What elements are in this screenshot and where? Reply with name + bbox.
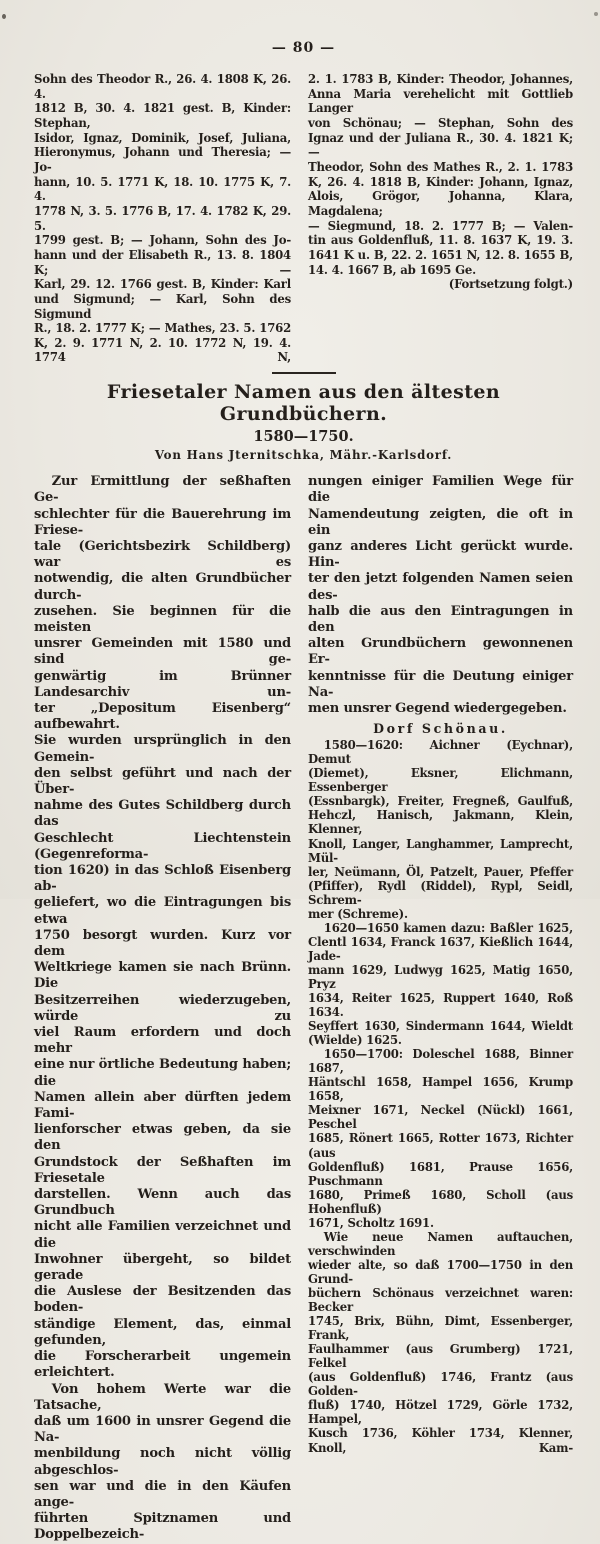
text-line: 14. 4. 1667 B, ab 1695 Ge. bbox=[308, 262, 476, 277]
text-line: geliefert, wo die Eintragungen bis etwa bbox=[34, 895, 291, 927]
text-line: Geschlecht Liechtenstein (Gegenreforma- bbox=[34, 830, 291, 862]
text-line: Namen allein aber dürften jedem Fami- bbox=[34, 1089, 291, 1122]
text-line: Häntschl 1658, Hampel 1656, Krump 1658, bbox=[308, 1075, 573, 1104]
text-line: Karl, 29. 12. 1766 gest. B, Kinder: Karl bbox=[34, 277, 291, 292]
text-line: ganz anderes Licht gerückt wurde. Hin- bbox=[308, 538, 573, 571]
continued-entry-left-column bbox=[34, 72, 291, 365]
text-line: (Essnbargk), Freiter, Fregneß, Gaulfuß, bbox=[308, 794, 573, 809]
text-line: fluß) 1740, Hötzel 1729, Görle 1732, Hampel, bbox=[308, 1398, 573, 1427]
text-line: ter „Depositum Eisenberg“ aufbewahrt. bbox=[34, 700, 291, 733]
text-line: Clentl 1634, Franck 1637, Kießlich 1644, Jade- bbox=[308, 934, 573, 963]
text-line: K, 26. 4. 1818 B, Kinder: Johann, Ignaz, bbox=[308, 174, 573, 189]
text-line: 1745, Brix, Bühn, Dimt, Essenberger, Frank, bbox=[308, 1314, 573, 1343]
text-line: Dorf Schönau. bbox=[373, 721, 508, 737]
text-line: mann 1629, Ludwyg 1625, Matig 1650, Pryz bbox=[308, 962, 573, 991]
text-line: (Diemet), Eksner, Elichmann, Essenberger bbox=[308, 766, 573, 795]
article-byline: Von Hans Jternitschka, Mähr.-Karlsdorf. bbox=[154, 448, 453, 463]
text-line: 1750 besorgt wurden. Kurz vor dem bbox=[34, 927, 291, 960]
text-line: lienforscher etwas geben, da sie den bbox=[34, 1122, 291, 1154]
text-line: tin aus Goldenfluß, 11. 8. 1637 K, 19. 3. bbox=[308, 233, 573, 248]
text-line: die Auslese der Besitzenden das boden- bbox=[34, 1284, 291, 1316]
text-line: genwärtig im Brünner Landesarchiv un- bbox=[34, 668, 291, 700]
text-line: 1650—1700: Doleschel 1688, Binner 1687, bbox=[308, 1047, 573, 1076]
text-line: 2. 1. 1783 B, Kinder: Theodor, Johannes, bbox=[308, 72, 573, 86]
text-line: (Wielde) 1625. bbox=[308, 1033, 402, 1048]
text-line: hann und der Elisabeth R., 13. 8. 1804 K; — bbox=[34, 247, 291, 277]
text-line: Von hohem Werte war die Tatsache, bbox=[34, 1381, 291, 1413]
text-line: 1620—1650 kamen dazu: Baßler 1625, bbox=[323, 920, 573, 935]
text-line: 1685, Rönert 1665, Rotter 1673, Richter (aus bbox=[308, 1131, 573, 1160]
text-line: men unsrer Gegend wiedergegeben. bbox=[308, 700, 567, 716]
text-line: 1680, Primeß 1680, Scholl (aus Hohenfluß) bbox=[308, 1187, 573, 1216]
text-line: Goldenfluß) 1681, Prause 1656, Puschmann bbox=[308, 1159, 573, 1188]
text-line: — Siegmund, 18. 2. 1777 B; — Valen- bbox=[308, 218, 573, 233]
text-line: schlechter für die Bauerehrung im Friese- bbox=[34, 506, 291, 538]
text-line: von Schönau; — Stephan, Sohn des bbox=[308, 115, 573, 130]
text-line: nicht alle Familien verzeichnet und die bbox=[34, 1219, 291, 1251]
text-line: Isidor, Ignaz, Dominik, Josef, Juliana, bbox=[34, 130, 291, 145]
continued-entry-right-column bbox=[308, 72, 573, 365]
text-line: daß um 1600 in unsrer Gegend die Na- bbox=[34, 1413, 291, 1446]
text-line: viel Raum erfordern und doch mehr bbox=[34, 1025, 291, 1057]
text-line: (Fortsetzung folgt.) bbox=[448, 277, 573, 292]
text-line: R., 18. 2. 1777 K; — Mathes, 23. 5. 1762 bbox=[34, 321, 291, 336]
text-line: 1671, Scholtz 1691. bbox=[308, 1215, 434, 1230]
text-line: (Pfiffer), Rydl (Riddel), Rypl, Seidl, Schrem- bbox=[308, 878, 573, 907]
text-line: und Sigmund; — Karl, Sohn des Sigmund bbox=[34, 291, 291, 321]
text-line: sen war und die in den Käufen ange- bbox=[34, 1478, 291, 1510]
text-line: ständige Element, das, einmal gefunden, bbox=[34, 1316, 291, 1348]
text-line: büchern Schönaus verzeichnet waren: Becker bbox=[308, 1286, 573, 1315]
text-line: Alois, Grögor, Johanna, Klara, Magdalena; bbox=[308, 189, 573, 218]
text-line: Knoll, Langer, Langhammer, Lamprecht, Mül- bbox=[308, 836, 573, 865]
text-line: wieder alte, so daß 1700—1750 in den Grund- bbox=[308, 1257, 573, 1286]
text-line: Besitzerreihen wiederzugeben, würde zu bbox=[34, 992, 291, 1024]
text-line: 1641 K u. B, 22. 2. 1651 N, 12. 8. 1655 B, bbox=[308, 247, 573, 262]
article-left-column bbox=[34, 474, 291, 1543]
text-line: Ignaz und der Juliana R., 30. 4. 1821 K; — bbox=[308, 130, 573, 160]
text-line: die Forscherarbeit ungemein erleichtert. bbox=[34, 1349, 291, 1381]
text-line: zusehen. Sie beginnen für die meisten bbox=[34, 603, 291, 635]
text-line: K, 2. 9. 1771 N, 2. 10. 1772 N, 19. 4. 1774 N, bbox=[34, 335, 291, 365]
article-date-range: 1580—1750. bbox=[253, 428, 354, 446]
article-title: Friesetaler Namen aus den ältesten Grundbüchern. bbox=[106, 381, 501, 426]
page-number: — 80 — bbox=[271, 40, 336, 56]
text-line: Wie neue Namen auftauchen, verschwinden bbox=[308, 1229, 573, 1258]
text-line: Meixner 1671, Neckel (Nückl) 1661, Peschel bbox=[308, 1103, 573, 1132]
text-line: Hehczl, Hanisch, Jakmann, Klein, Klenner, bbox=[308, 808, 573, 837]
text-line: menbildung noch nicht völlig abgeschlos- bbox=[34, 1446, 291, 1478]
text-line: (aus Goldenfluß) 1746, Frantz (aus Golden- bbox=[308, 1370, 573, 1399]
text-line: 1799 gest. B; — Johann, Sohn des Jo- bbox=[34, 233, 291, 248]
text-line: den selbst geführt und nach der Über- bbox=[34, 765, 291, 797]
text-line: Namendeutung zeigten, die oft in ein bbox=[308, 506, 573, 538]
text-line: führten Spitznamen und Doppelbezeich- bbox=[34, 1511, 291, 1543]
text-line: unsrer Gemeinden mit 1580 und sind ge- bbox=[34, 636, 291, 668]
text-line: Grundstock der Seßhaften im Friesetale bbox=[34, 1154, 291, 1186]
text-line: Inwohner übergeht, so bildet gerade bbox=[34, 1251, 291, 1284]
text-line: tion 1620) in das Schloß Eisenberg ab- bbox=[34, 863, 291, 895]
text-line: Weltkriege kamen sie nach Brünn. Die bbox=[34, 960, 291, 992]
text-line: hann, 10. 5. 1771 K, 18. 10. 1775 K, 7. 4. bbox=[34, 174, 291, 204]
text-line: halb die aus den Eintragungen in den bbox=[308, 603, 573, 635]
text-line: Theodor, Sohn des Mathes R., 2. 1. 1783 bbox=[308, 159, 573, 174]
text-line: 1778 N, 3. 5. 1776 B, 17. 4. 1782 K, 29. 5. bbox=[34, 203, 291, 233]
text-line: Sie wurden ursprünglich in den Gemein- bbox=[34, 733, 291, 765]
text-line: Seyffert 1630, Sindermann 1644, Wieldt bbox=[308, 1019, 573, 1034]
text-line: Sohn des Theodor R., 26. 4. 1808 K, 26. 4. bbox=[34, 72, 291, 101]
text-line: ter den jetzt folgenden Namen seien des- bbox=[308, 571, 573, 603]
text-line: 1812 B, 30. 4. 1821 gest. B, Kinder: Stephan, bbox=[34, 101, 291, 130]
text-line: mer (Schreme). bbox=[308, 906, 408, 921]
text-line: Hieronymus, Johann und Theresia; — Jo- bbox=[34, 145, 291, 174]
section-divider bbox=[272, 372, 336, 374]
text-line: Zur Ermittlung der seßhaften Ge- bbox=[34, 474, 291, 506]
article-body bbox=[34, 474, 573, 1543]
text-line: tale (Gerichtsbezirk Schildberg) war es bbox=[34, 538, 291, 571]
text-line: 1634, Reiter 1625, Ruppert 1640, Roß 1634. bbox=[308, 991, 573, 1020]
text-line: notwendig, die alten Grundbücher durch- bbox=[34, 571, 291, 603]
text-line: alten Grundbüchern gewonnenen Er- bbox=[308, 636, 573, 668]
scan-artifact bbox=[2, 14, 6, 19]
text-line: Faulhammer (aus Grumberg) 1721, Felkel bbox=[308, 1342, 573, 1371]
text-line: kenntnisse für die Deutung einiger Na- bbox=[308, 668, 573, 700]
text-line: nungen einiger Familien Wege für die bbox=[308, 474, 573, 506]
text-line: darstellen. Wenn auch das Grundbuch bbox=[34, 1187, 291, 1219]
text-line: 1580—1620: Aichner (Eychnar), Demut bbox=[308, 738, 573, 767]
article-right-column bbox=[308, 474, 573, 1543]
text-line: nahme des Gutes Schildberg durch das bbox=[34, 798, 291, 830]
text-line: ler, Neümann, Öl, Patzelt, Pauer, Pfeffer bbox=[308, 864, 573, 879]
text-line: Anna Maria verehelicht mit Gottlieb Langer bbox=[308, 86, 573, 116]
continued-entry-section bbox=[34, 72, 573, 365]
text-line: Kusch 1736, Köhler 1734, Klenner, Knoll, Kam- bbox=[308, 1426, 573, 1455]
scan-artifact bbox=[594, 12, 598, 16]
text-line: eine nur örtliche Bedeutung haben; die bbox=[34, 1057, 291, 1089]
